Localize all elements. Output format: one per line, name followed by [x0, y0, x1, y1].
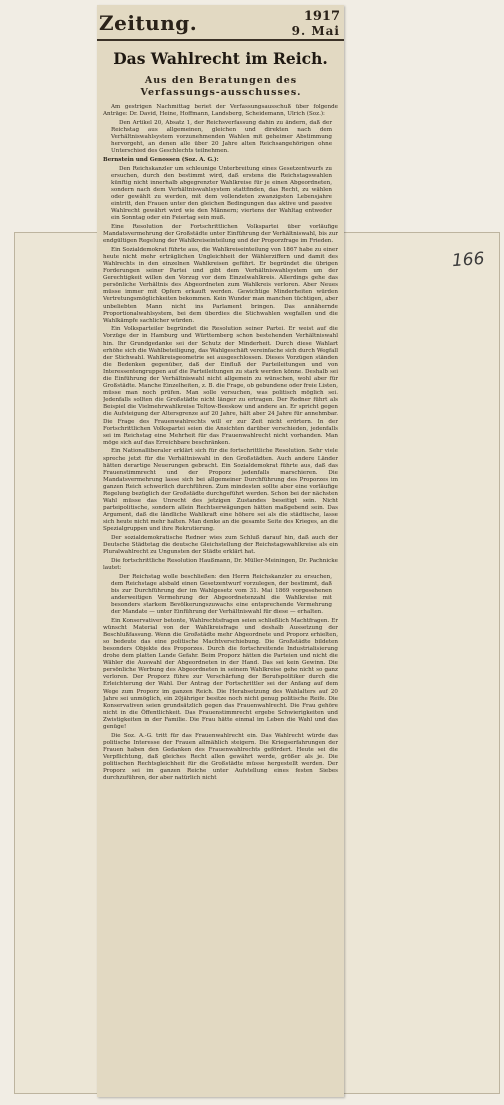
article-subheading: Aus den Beratungen des Verfassungs-ausschusses. [140, 75, 302, 98]
paragraph-intro: Am gestrigen Nachmittag beriet der Verfassungsausschuß über folgende Anträge: Dr. David, Heine, Hoffmann, Landsberg, Scheidemann, Ulrich (Soz.): [103, 104, 338, 118]
paragraph-motion-author: Bernstein und Genossen (Soz. A. G.): [103, 157, 219, 164]
paragraph-resolution: Eine Resolution der Fortschrittlichen Volkspartei über vorläufige Mandatsvermehrung der Großstädte unter Einführung der Verhältniswahl, bis zur endgültigen Regelung der Wahlkreiseinteilung und der Proporzfrage im Frieden. [103, 224, 338, 245]
article-headline: Das Wahlrecht im Reich. [113, 49, 328, 68]
newspaper-clipping [97, 5, 344, 1097]
paragraph-peoples-party: Ein Volksparteiler begründet die Resolution seiner Partei. Er weist auf die Vorzüge der in Hamburg und Württemberg schon bestehenden Verhältniswahl hin. Ihr Grundgedanke sei der Schutz der Minderheit. Durch diese Wahlart erhöhe sich die Wahlbeteiligung, das Wahlgeschäft vereinfache sich durch Wegfall der Stichwahl. Wahlkreisgeometrie sei ausgeschlossen. Dieses Vorzügen ständen die Bedenken gegenüber, daß der Einfluß der Parteileitungen und von Interessentengruppen auf die Parteileitungen zu stark werden könne. Deshalb sei die Einführung der Verhältniswahl nicht allgemein zu wünschen, wohl aber für Großstädte. Manche Einzelheiten, z. B. die Frage, ob gebundene oder freie Listen, müsse man noch prüfen. Man solle versuchen, was politisch möglich sei. Jedenfalls sollten die Großstädte nicht länger zu ertragen. Der Redner führt als Beispiel die Vielmehrwahlkreise Teltow-Beeskow und andere an. Er spricht gegen die Aufsteigung der Altersgrenze auf 20 Jahre, hält aber 24 Jahre für annehmbar. Die Frage des Frauenwahlrechts will er zur Zeit nicht erörtern. In der Fortschrittlichen Volkspartei seien die Ansichten darüber verschieden, jedenfalls sei im Reichstag eine Mehrheit für das Frauenwahlrecht nicht vorhanden. Man möge sich auf das Erreichbare beschränken. [103, 326, 338, 446]
paragraph-national-liberal: Ein Nationalliberaler erklärt sich für die fortschrittliche Resolution. Sehr viele spreche jetzt für die Verhältniswahl in den Großstädten. Auch andere Länder hätten derartige Neuerungen gebracht. Ein Sozialdemokrat führte aus, daß das Frauenstimmrecht und der Proporz jedenfalls marschieren. Die Mandatsvermehrung lasse sich bei allgemeiner Durchführung des Proporzes im ganzen Reich schwerlich durchführen. Zum mindesten sollte aber eine vorläufige Regelung bezüglich der Großstädte durchgeführt werden. Schon bei der nächsten Wahl müsse das Unrecht des jetzigen Zustandes beseitigt sein. Nicht parteipolitische, sondern allein Rechtserwägungen hätten maßgebend sein. Das Argument, daß die ländliche Wahlkraft eine höhere sei als die städtische, lasse sich heute nicht mehr halten. Man denke an die gesamte Seite des Krieges, an die Spezialgruppen und ihre Rekrutierung. [103, 448, 338, 533]
masthead [97, 7, 344, 41]
catalog-number: 166 [451, 248, 486, 272]
newspaper-name: Zeitung. [99, 11, 198, 35]
paragraph-social-democrat: Ein Sozialdemokrat führte aus, die Wahlkreiseinteilung von 1867 habe zu einer heute nicht mehr erträglichen Ungleichheit der Wählerziffern und damit des Wahlrechts in den einzelnen Wahlkreisen geführt. Er begründet die übrigen Forderungen seiner Partei und gibt dem Verhältniswahlsystem um der Gerechtigkeit willen den Vorzug vor dem Einzelwahlkreis. Allerdings gehe das persönliche Verhältnis des Abgeordneten zum Wahlkreis verloren. Aber Neues müsse immer mit Opfern erkauft werden. Gewichtige Minderheiten würden Vertretungsmöglichkeiten bekommen. Kein Wunder man manchen tüchtigen, aber unbeliebten Mann nicht ins Parlament bringen. Das annähernde Proportionalwahlsystem, bei dem überdies die Stichwahlen wegfallen und die Wahlkämpfe sachlicher würden. [103, 246, 338, 324]
paragraph-motion-bernstein: Den Reichskanzler um schleunige Unterbreitung eines Gesetzentwurfs zu ersuchen, durch den bestimmt wird, daß erstens die Reichstagswahlen künftig nicht innerhalb abgegrenzter Wahlkreise für je einen Abgeordneten, sondern nach dem Verhältniswahlsystem stattfinden, das Recht, zu wählen oder gewählt zu werden, mit dem vollendeten zwanzigsten Lebensjahre eintritt, den Frauen unter den gleichen Bedingungen das aktive und passive Wahlrecht gewährt wird wie den Männern; viertens der Wahltag entweder ein Sonntag oder ein Feiertag sein muß. [111, 165, 332, 222]
paragraph-speaker-closing: Der sozialdemokratische Redner wies zum Schluß darauf hin, daß auch der Deutsche Städtetag die deutsche Gleichstellung der Reichstagswahlkreise als ein Pluralwahlrecht zu Ungunsten der Städte erklärt hat. [103, 535, 338, 556]
date-year: 1917 [303, 9, 340, 24]
paragraph-resolution-text: Der Reichstag wolle beschließen: den Herrn Reichskanzler zu ersuchen, dem Reichstage alsbald einen Gesetzentwurf vorzulegen, der bestimmt, daß bis zur Durchführung der im Wahlgesetz vom 31. Mai 1869 vorgesehenen anderweitigen Vermehrung der Abgeordnetenzahl die Wahlkreise mit besonders starkem Bevölkerungszuwachs eine entsprechende Vermehrung der Mandate — unter Einführung der Verhältniswahl für diese — erhalten. [111, 573, 332, 615]
paragraph-motion-spd: Den Artikel 20, Absatz 1, der Reichsverfassung dahin zu ändern, daß der Reichstag aus allgemeinen, gleichen und direkten nach dem Verhältniswahlsystem vorzunehmenden Wahlen mit geheimer Abstimmung hervorgeht, an denen alle über 20 Jahre alten Reichsangehörigen ohne Unterschied des Geschlechts teilnehmen. [111, 119, 332, 155]
article-body [103, 104, 338, 1089]
paragraph-conservative: Ein Konservativer betonte, Wahlrechtsfragen seien schließlich Machtfragen. Er wünscht Material von der Wahlkreisfrage und deshalb Aussetzung der Beschlußfassung. Wenn die Großstädte mehr Abgeordnete und Proporz erhielten, so bedeute das eine politische Machtverschiebung. Die Großstädte bildeten besonders Objekte des Proporzes. Durch die fortschreitende Industrialisierung drohe dem platten Lande Gefahr. Beim Proporz hätten die Parteien und nicht die Wähler die Auswahl der Abgeordneten in der Hand. Das sei kein Gewinn. Die persönliche Werbung des Abgeordneten in seinem Wahlkreise gehe nicht so ganz verloren. Der Proporz führe zur Verschärfung der Berufspolitiker durch die Erleichterung der Wahl. Der Antrag der Fortschrittler sei der Anfang auf dem Wege zum Proporz im ganzen Reich. Die Herabsetzung des Wahlalters auf 20 Jahre sei unmöglich, ein 20jähriger besitze noch nicht genug politische Reife. Die Konservativen seien grundsätzlich gegen das Frauenwahlrecht. Die Frau gehöre nicht in die Öffentlichkeit. Das Frauenstimmrecht ergebe Schwierigkeiten und Zwistigkeiten in der Familie. Die Frau hätte einmal im Leben die Wahl und das genüge! [103, 617, 338, 730]
paragraph-resolution-intro: Die fortschrittliche Resolution Haußmann, Dr. Müller-Meiningen, Dr. Pachnicke lautet: [103, 557, 338, 571]
paragraph-usp: Die Soz. A.-G. tritt für das Frauenwahlrecht ein. Das Wahlrecht würde das politische Interesse der Frauen allmählich steigern. Die Kriegserfahrungen der Frauen haben den Gedanken des Frauenwahlrechts gefördert. Heute sei die Verpflichtung, daß gleiches Recht allen gewährt werde, größer als je. Die politischen Rechtsgleichheit für die Großstädte müsse hergestellt werden. Der Proporz sei im ganzen Reiche unter Aufstellung eines festen Siebes durchzuführen, der aber natürlich nicht [103, 732, 338, 782]
date-day: 9. Mai [291, 24, 340, 38]
